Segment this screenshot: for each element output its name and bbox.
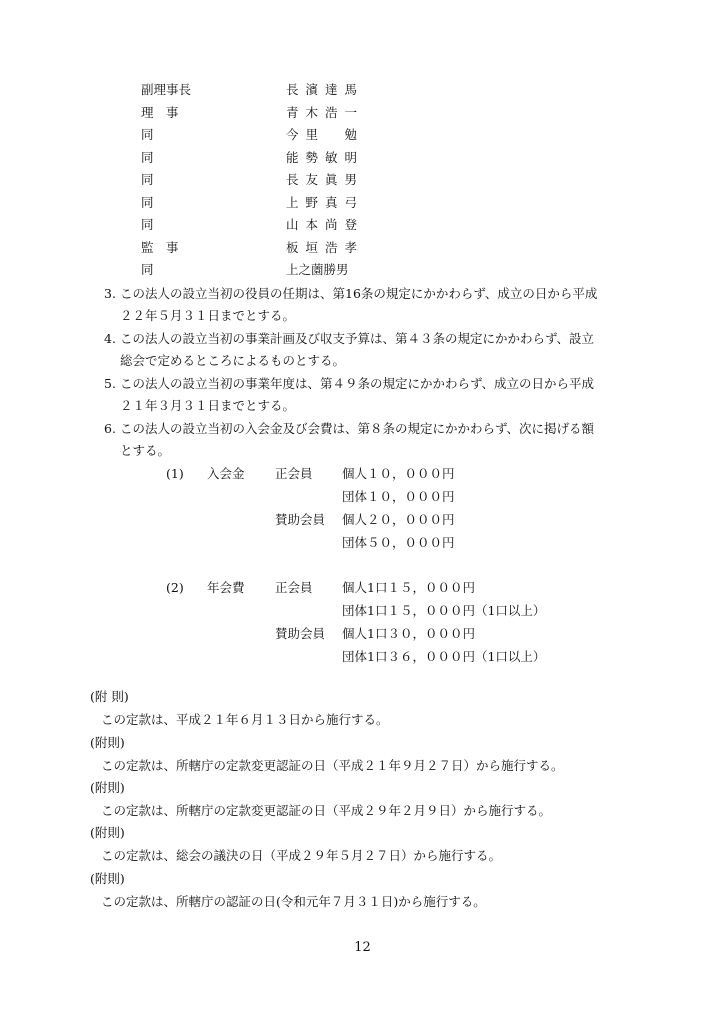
item-number: 5. [104,376,116,391]
officer-name: 上野真弓 [286,195,365,210]
supplementary-heading: (附則) [90,825,125,840]
fee-amount: 個人1口１５，０００円 [342,580,475,595]
fee-number: (1) [166,466,184,481]
officer-role: 同 [141,195,154,210]
member-type: 賛助会員 [275,512,326,527]
officer-role: 同 [141,150,154,165]
supplementary-text: この定款は、平成２１年６月１３日から施行する。 [101,712,389,727]
fee-amount: 個人1口３０，０００円 [342,626,475,641]
supplementary-heading: (附則) [90,871,125,886]
officer-role: 理 事 [141,105,179,120]
officer-role: 同 [141,217,154,232]
item-number: 3. [104,286,116,301]
officer-role: 監 事 [141,240,179,255]
item-text: この法人の設立当初の入会金及び会費は、第８条の規定にかかわらず、次に掲げる額 [120,421,595,436]
supplementary-text: この定款は、総会の議決の日（平成２９年５月２７日）から施行する。 [101,848,502,863]
officer-role: 同 [141,262,154,277]
officer-role: 副理事長 [141,82,192,97]
officer-role: 同 [141,127,154,142]
officer-name: 長友眞男 [286,172,365,187]
member-type: 正会員 [275,466,313,481]
item-text: 総会で定めるところによるものとする。 [120,353,346,368]
fee-amount: 団体1口１５，０００円（1口以上） [342,603,546,618]
item-text: この法人の設立当初の事業年度は、第４９条の規定にかかわらず、成立の日から平成 [120,376,595,391]
supplementary-text: この定款は、所轄庁の認証の日(令和元年７月３１日)から施行する。 [101,894,486,909]
item-text: ２２年５月３１日までとする。 [120,308,296,323]
member-type: 賛助会員 [275,626,326,641]
supplementary-heading: (附則) [90,735,125,750]
fee-amount: 団体1口３６，０００円（1口以上） [342,649,546,664]
officer-role: 同 [141,172,154,187]
item-text: この法人の設立当初の役員の任期は、第16条の規定にかかわらず、成立の日から平成 [120,286,598,301]
supplementary-heading: (附則) [90,780,125,795]
officer-name: 板垣浩孝 [286,240,365,255]
fee-number: (2) [166,580,184,595]
item-text: この法人の設立当初の事業計画及び収支予算は、第４３条の規定にかかわらず、設立 [120,331,595,346]
fee-label: 年会費 [207,580,245,595]
officer-name: 長濱達馬 [286,82,365,97]
fee-label: 入会金 [207,466,245,481]
item-number: 4. [104,331,116,346]
member-type: 正会員 [275,580,313,595]
fee-amount: 団体１０，０００円 [342,489,455,504]
item-text: ２１年３月３１日までとする。 [120,398,296,413]
fee-amount: 個人１０，０００円 [342,466,455,481]
fee-amount: 個人２０，０００円 [342,512,455,527]
officer-name: 青木浩一 [286,105,365,120]
supplementary-text: この定款は、所轄庁の定款変更認証の日（平成２１年９月２７日）から施行する。 [101,758,564,773]
supplementary-text: この定款は、所轄庁の定款変更認証の日（平成２９年２月９日）から施行する。 [101,803,552,818]
officer-name: 能勢敏明 [286,150,365,165]
fee-amount: 団体５０，０００円 [342,535,455,550]
item-number: 6. [104,421,116,436]
supplementary-heading: (附 則) [90,689,129,704]
item-text: とする。 [120,443,171,458]
officer-name: 上之薗勝男 [286,262,349,277]
page-number: 12 [354,940,371,955]
officer-name: 山本尚登 [286,217,365,232]
officer-name: 今里 勉 [286,127,365,142]
